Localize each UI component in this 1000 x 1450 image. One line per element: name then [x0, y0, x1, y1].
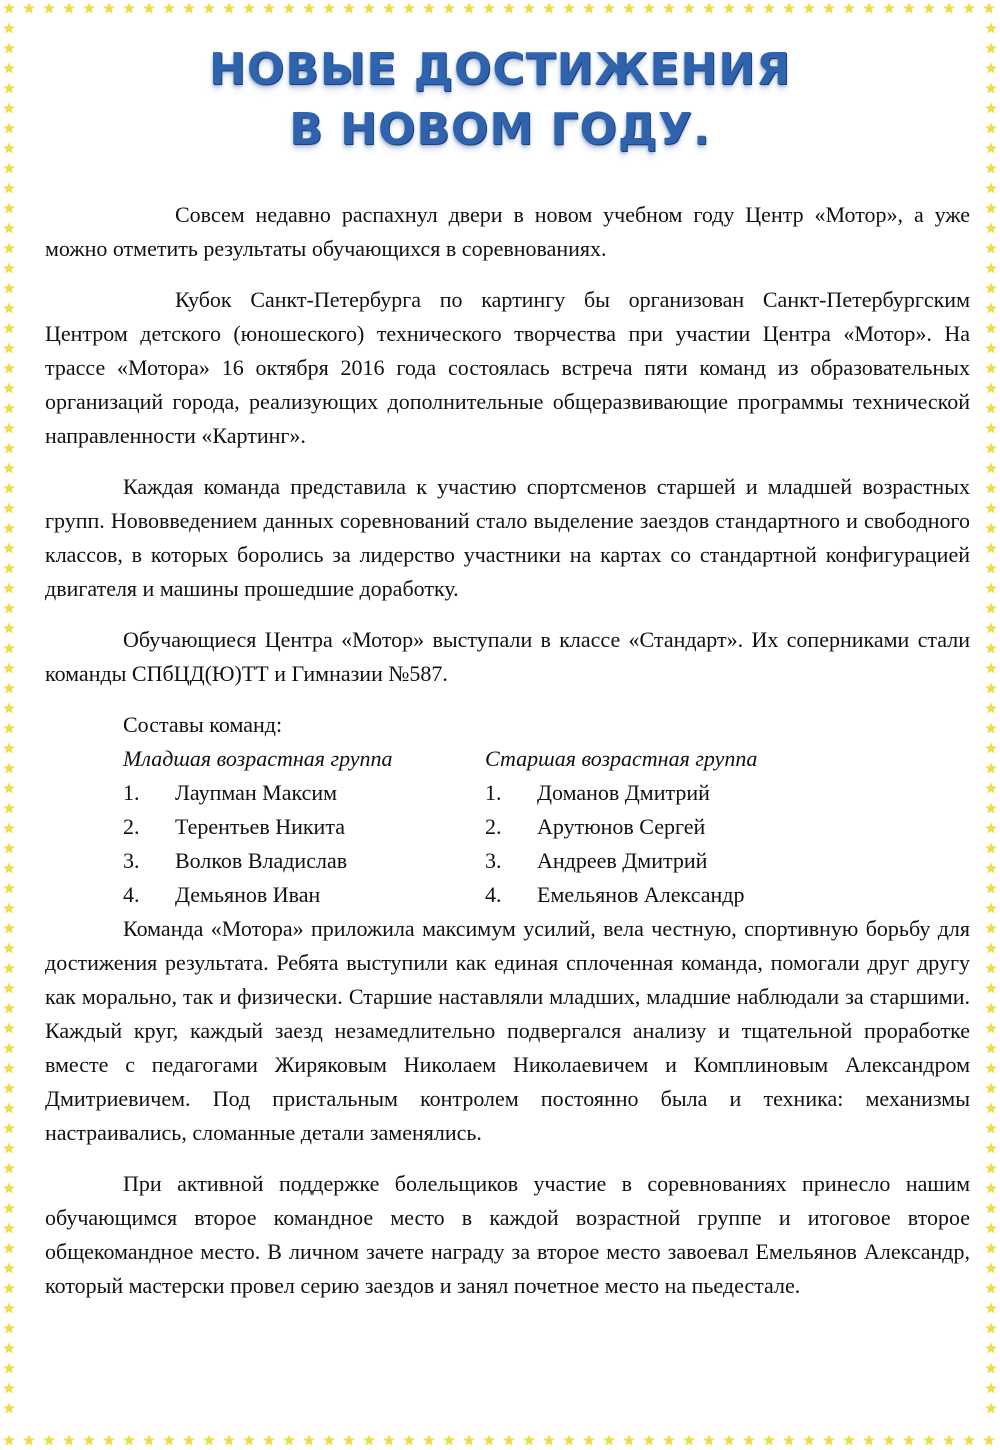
star-icon: ★ [822, 1, 836, 17]
star-icon: ★ [322, 1, 336, 17]
star-icon: ★ [42, 1433, 56, 1449]
star-icon: ★ [2, 1201, 16, 1217]
list-number: 1. [123, 780, 140, 805]
star-icon: ★ [822, 1433, 836, 1449]
star-icon: ★ [2, 1001, 16, 1017]
star-icon: ★ [522, 1433, 536, 1449]
star-icon: ★ [984, 261, 998, 277]
star-icon: ★ [262, 1433, 276, 1449]
star-icon: ★ [984, 301, 998, 317]
star-icon: ★ [582, 1433, 596, 1449]
star-icon: ★ [2, 141, 16, 157]
list-number: 1. [485, 780, 502, 805]
star-icon: ★ [682, 1, 696, 17]
list-number: 4. [485, 882, 502, 907]
paragraph-intro: Совсем недавно распахнул двери в новом учебном году Центр «Мотор», а уже можно отметить результаты обучающихся в соревнованиях. [45, 202, 970, 261]
star-icon: ★ [984, 1381, 998, 1397]
star-icon: ★ [2, 1401, 16, 1417]
star-icon: ★ [984, 461, 998, 477]
star-icon: ★ [542, 1433, 556, 1449]
star-icon: ★ [762, 1, 776, 17]
star-icon: ★ [2, 361, 16, 377]
star-icon: ★ [984, 661, 998, 677]
star-icon: ★ [2, 1221, 16, 1237]
star-icon: ★ [982, 1433, 996, 1449]
list-item [123, 878, 485, 912]
page-title [0, 40, 1000, 160]
star-icon: ★ [682, 1433, 696, 1449]
list-number: 3. [123, 848, 140, 873]
list-item [485, 776, 970, 810]
star-icon: ★ [2, 881, 16, 897]
star-icon: ★ [962, 1, 976, 17]
star-icon: ★ [802, 1433, 816, 1449]
star-icon: ★ [984, 681, 998, 697]
teams-columns [45, 742, 970, 912]
star-icon: ★ [2, 1381, 16, 1397]
star-icon: ★ [984, 1141, 998, 1157]
star-icon: ★ [862, 1433, 876, 1449]
member-name: Арутюнов Сергей [537, 814, 706, 839]
star-icon: ★ [82, 1433, 96, 1449]
star-icon: ★ [2, 1141, 16, 1157]
star-icon: ★ [622, 1, 636, 17]
star-icon: ★ [942, 1, 956, 17]
star-icon: ★ [542, 1, 556, 17]
star-icon: ★ [22, 1, 36, 17]
star-icon: ★ [2, 161, 16, 177]
star-icon: ★ [462, 1, 476, 17]
star-icon: ★ [984, 1321, 998, 1337]
star-icon: ★ [2, 561, 16, 577]
star-icon: ★ [2, 721, 16, 737]
star-icon: ★ [182, 1, 196, 17]
star-icon: ★ [322, 1433, 336, 1449]
star-icon: ★ [984, 921, 998, 937]
star-icon: ★ [742, 1, 756, 17]
star-icon: ★ [2, 801, 16, 817]
star-icon: ★ [984, 721, 998, 737]
star-icon: ★ [602, 1, 616, 17]
star-icon: ★ [984, 41, 998, 57]
star-icon: ★ [362, 1, 376, 17]
star-icon: ★ [402, 1433, 416, 1449]
star-icon: ★ [602, 1433, 616, 1449]
star-icon: ★ [882, 1433, 896, 1449]
star-icon: ★ [302, 1, 316, 17]
star-icon: ★ [2, 481, 16, 497]
star-icon: ★ [2, 1081, 16, 1097]
star-icon: ★ [984, 1221, 998, 1237]
star-icon: ★ [2, 701, 16, 717]
star-icon: ★ [984, 701, 998, 717]
star-icon: ★ [422, 1, 436, 17]
star-icon: ★ [984, 1201, 998, 1217]
star-icon: ★ [102, 1433, 116, 1449]
teams-heading: Составы команд: [123, 712, 283, 737]
star-icon: ★ [702, 1433, 716, 1449]
star-icon: ★ [2, 761, 16, 777]
star-icon: ★ [702, 1, 716, 17]
star-icon: ★ [984, 1121, 998, 1137]
star-icon: ★ [922, 1, 936, 17]
list-item [485, 878, 970, 912]
star-icon: ★ [984, 141, 998, 157]
star-icon: ★ [202, 1433, 216, 1449]
star-icon: ★ [902, 1, 916, 17]
star-icon: ★ [842, 1433, 856, 1449]
star-icon: ★ [2, 221, 16, 237]
star-icon: ★ [2, 261, 16, 277]
star-icon: ★ [2, 901, 16, 917]
star-icon: ★ [2, 741, 16, 757]
star-icon: ★ [942, 1433, 956, 1449]
star-icon: ★ [2, 101, 16, 117]
senior-group [485, 742, 970, 912]
star-icon: ★ [722, 1, 736, 17]
star-icon: ★ [382, 1, 396, 17]
member-name: Лаупман Максим [175, 780, 338, 805]
star-icon: ★ [482, 1, 496, 17]
star-icon: ★ [2, 841, 16, 857]
star-icon: ★ [984, 1101, 998, 1117]
star-icon: ★ [984, 181, 998, 197]
star-icon: ★ [662, 1, 676, 17]
star-icon: ★ [242, 1433, 256, 1449]
star-icon: ★ [362, 1433, 376, 1449]
star-icon: ★ [984, 781, 998, 797]
star-icon: ★ [984, 841, 998, 857]
star-icon: ★ [984, 941, 998, 957]
junior-group [45, 742, 485, 912]
star-icon: ★ [42, 1, 56, 17]
star-icon: ★ [182, 1433, 196, 1449]
star-icon: ★ [202, 1, 216, 17]
star-icon: ★ [984, 441, 998, 457]
star-icon: ★ [2, 1101, 16, 1117]
star-icon: ★ [984, 201, 998, 217]
star-icon: ★ [882, 1, 896, 17]
star-icon: ★ [984, 1041, 998, 1057]
star-icon: ★ [62, 1433, 76, 1449]
list-item [123, 844, 485, 878]
star-icon: ★ [22, 1433, 36, 1449]
star-icon: ★ [222, 1433, 236, 1449]
star-icon: ★ [984, 961, 998, 977]
paragraph-teams-info: Каждая команда представила к участию спортсменов старшей и младшей возрастных групп. Нововведением данных соревнований стало выделение заездов стандартного и свободного классов, в которых боролись за лидерство участники на картах со стандартной конфигурацией двигателя и машины прошедшие доработку. [45, 474, 970, 601]
star-icon: ★ [2, 1, 16, 17]
paragraph-result: При активной поддержке болельщиков участие в соревнованиях принесло нашим обучающимся второе командное место в каждой возрастной группе и итоговое второе общекомандное место. В личном зачете награду за второе место завоевал Емельянов Александр, который мастерски провел серию заездов и занял почетное место на пьедестале. [45, 1171, 970, 1298]
star-icon: ★ [2, 1361, 16, 1377]
star-icon: ★ [984, 1341, 998, 1357]
list-item [485, 810, 970, 844]
star-icon: ★ [984, 821, 998, 837]
star-icon: ★ [2, 61, 16, 77]
star-icon: ★ [782, 1, 796, 17]
title-line-1: НОВЫЕ ДОСТИЖЕНИЯ [209, 44, 791, 95]
star-icon: ★ [162, 1, 176, 17]
star-icon: ★ [842, 1, 856, 17]
list-number: 2. [485, 814, 502, 839]
star-icon: ★ [922, 1433, 936, 1449]
star-icon: ★ [2, 281, 16, 297]
star-icon: ★ [2, 41, 16, 57]
star-icon: ★ [2, 1021, 16, 1037]
star-icon: ★ [82, 1, 96, 17]
star-icon: ★ [984, 1281, 998, 1297]
star-icon: ★ [984, 641, 998, 657]
star-icon: ★ [102, 1, 116, 17]
star-icon: ★ [984, 581, 998, 597]
paragraph-effort: Команда «Мотора» приложила максимум усилий, вела честную, спортивную борьбу для достижения результата. Ребята выступили как единая сплоченная команда, помогали друг другу как морально, так и физически. Старшие наставляли младших, младшие наблюдали за старшими. Каждый круг, каждый заезд незамедлительно подвергался анализу и тщательной проработке вместе с педагогами Жиряковым Николаем Николаевичем и Комплиновым Александром Дмитриевичем. Под пристальным контролем постоянно была и техника: механизмы настраивались, сломанные детали заменялись. [45, 916, 970, 1145]
star-icon: ★ [2, 1181, 16, 1197]
star-icon: ★ [984, 1241, 998, 1257]
star-icon: ★ [984, 561, 998, 577]
star-icon: ★ [2, 961, 16, 977]
star-icon: ★ [122, 1, 136, 17]
star-icon: ★ [984, 621, 998, 637]
star-icon: ★ [2, 21, 16, 37]
star-icon: ★ [984, 1061, 998, 1077]
star-icon: ★ [802, 1, 816, 17]
star-icon: ★ [2, 81, 16, 97]
star-icon: ★ [762, 1433, 776, 1449]
star-icon: ★ [2, 321, 16, 337]
star-icon: ★ [162, 1433, 176, 1449]
star-icon: ★ [984, 881, 998, 897]
star-icon: ★ [2, 601, 16, 617]
star-icon: ★ [2, 301, 16, 317]
star-icon: ★ [2, 1261, 16, 1277]
star-icon: ★ [282, 1, 296, 17]
star-icon: ★ [984, 401, 998, 417]
star-icon: ★ [984, 161, 998, 177]
star-icon: ★ [2, 461, 16, 477]
star-icon: ★ [462, 1433, 476, 1449]
star-icon: ★ [982, 1, 996, 17]
star-icon: ★ [984, 321, 998, 337]
star-icon: ★ [984, 861, 998, 877]
star-icon: ★ [984, 221, 998, 237]
star-icon: ★ [984, 761, 998, 777]
star-icon: ★ [402, 1, 416, 17]
article-body [45, 198, 970, 1303]
paragraph-class: Обучающиеся Центра «Мотор» выступали в классе «Стандарт». Их соперниками стали команды СПбЦД(Ю)ТТ и Гимназии №587. [45, 627, 970, 686]
star-icon: ★ [482, 1433, 496, 1449]
star-icon: ★ [782, 1433, 796, 1449]
star-icon: ★ [984, 541, 998, 557]
senior-group-label: Старшая возрастная группа [485, 746, 758, 771]
star-icon: ★ [984, 801, 998, 817]
star-icon: ★ [2, 581, 16, 597]
star-icon: ★ [2, 181, 16, 197]
star-icon: ★ [2, 1041, 16, 1057]
star-icon: ★ [422, 1433, 436, 1449]
star-icon: ★ [742, 1433, 756, 1449]
star-icon: ★ [2, 681, 16, 697]
star-icon: ★ [442, 1433, 456, 1449]
star-icon: ★ [62, 1, 76, 17]
star-icon: ★ [2, 421, 16, 437]
star-icon: ★ [2, 341, 16, 357]
member-name: Терентьев Никита [175, 814, 345, 839]
star-icon: ★ [342, 1, 356, 17]
star-icon: ★ [502, 1433, 516, 1449]
star-icon: ★ [984, 341, 998, 357]
star-icon: ★ [622, 1433, 636, 1449]
list-item [123, 810, 485, 844]
star-icon: ★ [862, 1, 876, 17]
star-icon: ★ [984, 481, 998, 497]
star-icon: ★ [2, 201, 16, 217]
star-icon: ★ [984, 1261, 998, 1277]
star-icon: ★ [662, 1433, 676, 1449]
star-icon: ★ [962, 1433, 976, 1449]
star-icon: ★ [522, 1, 536, 17]
star-icon: ★ [984, 81, 998, 97]
star-icon: ★ [2, 1341, 16, 1357]
star-icon: ★ [984, 1161, 998, 1177]
star-icon: ★ [222, 1, 236, 17]
star-icon: ★ [984, 421, 998, 437]
star-icon: ★ [2, 1301, 16, 1317]
star-icon: ★ [984, 381, 998, 397]
star-icon: ★ [984, 61, 998, 77]
member-name: Емельянов Александр [537, 882, 745, 907]
star-icon: ★ [2, 621, 16, 637]
star-icon: ★ [984, 1081, 998, 1097]
star-icon: ★ [282, 1433, 296, 1449]
list-number: 4. [123, 882, 140, 907]
star-icon: ★ [502, 1, 516, 17]
star-icon: ★ [562, 1, 576, 17]
star-icon: ★ [984, 501, 998, 517]
member-name: Волков Владислав [175, 848, 348, 873]
list-item [123, 776, 485, 810]
star-icon: ★ [984, 1401, 998, 1417]
star-icon: ★ [382, 1433, 396, 1449]
star-icon: ★ [984, 21, 998, 37]
star-icon: ★ [2, 861, 16, 877]
list-number: 3. [485, 848, 502, 873]
star-icon: ★ [2, 1161, 16, 1177]
star-icon: ★ [984, 1301, 998, 1317]
star-icon: ★ [642, 1, 656, 17]
star-icon: ★ [2, 541, 16, 557]
star-icon: ★ [2, 1433, 16, 1449]
star-icon: ★ [2, 661, 16, 677]
star-icon: ★ [984, 741, 998, 757]
star-icon: ★ [442, 1, 456, 17]
star-icon: ★ [2, 821, 16, 837]
member-name: Доманов Дмитрий [537, 780, 710, 805]
star-icon: ★ [142, 1, 156, 17]
star-icon: ★ [242, 1, 256, 17]
star-icon: ★ [984, 521, 998, 537]
star-icon: ★ [582, 1, 596, 17]
star-icon: ★ [262, 1, 276, 17]
star-icon: ★ [2, 981, 16, 997]
star-icon: ★ [984, 601, 998, 617]
star-icon: ★ [984, 1181, 998, 1197]
star-icon: ★ [2, 501, 16, 517]
star-icon: ★ [984, 981, 998, 997]
star-icon: ★ [2, 1061, 16, 1077]
star-icon: ★ [2, 401, 16, 417]
star-icon: ★ [2, 441, 16, 457]
star-icon: ★ [2, 381, 16, 397]
star-icon: ★ [984, 361, 998, 377]
star-icon: ★ [722, 1433, 736, 1449]
star-icon: ★ [642, 1433, 656, 1449]
star-icon: ★ [2, 781, 16, 797]
star-icon: ★ [2, 1321, 16, 1337]
star-icon: ★ [984, 101, 998, 117]
star-icon: ★ [2, 1281, 16, 1297]
star-icon: ★ [984, 281, 998, 297]
star-icon: ★ [984, 241, 998, 257]
star-icon: ★ [984, 1001, 998, 1017]
star-icon: ★ [984, 901, 998, 917]
star-icon: ★ [902, 1433, 916, 1449]
member-name: Демьянов Иван [175, 882, 321, 907]
star-icon: ★ [2, 1121, 16, 1137]
member-name: Андреев Дмитрий [537, 848, 708, 873]
star-icon: ★ [2, 521, 16, 537]
star-icon: ★ [2, 641, 16, 657]
paragraph-cup: Кубок Санкт-Петербурга по картингу бы организован Санкт-Петербургским Центром детского (юношеского) технического творчества при участии Центра «Мотор». На трассе «Мотора» 16 октября 2016 года состоялась встреча пяти команд из образовательных организаций города, реализующих дополнительные общеразвивающие программы технической направленности «Картинг». [45, 287, 970, 448]
list-number: 2. [123, 814, 140, 839]
star-icon: ★ [984, 121, 998, 137]
star-icon: ★ [302, 1433, 316, 1449]
star-icon: ★ [562, 1433, 576, 1449]
star-icon: ★ [2, 121, 16, 137]
junior-group-label: Младшая возрастная группа [123, 746, 393, 771]
star-icon: ★ [2, 921, 16, 937]
star-icon: ★ [122, 1433, 136, 1449]
star-icon: ★ [984, 1361, 998, 1377]
star-icon: ★ [2, 241, 16, 257]
star-icon: ★ [142, 1433, 156, 1449]
star-icon: ★ [984, 1021, 998, 1037]
title-line-2: В НОВОМ ГОДУ. [289, 104, 711, 155]
star-icon: ★ [2, 1241, 16, 1257]
list-item [485, 844, 970, 878]
star-icon: ★ [2, 941, 16, 957]
star-icon: ★ [342, 1433, 356, 1449]
